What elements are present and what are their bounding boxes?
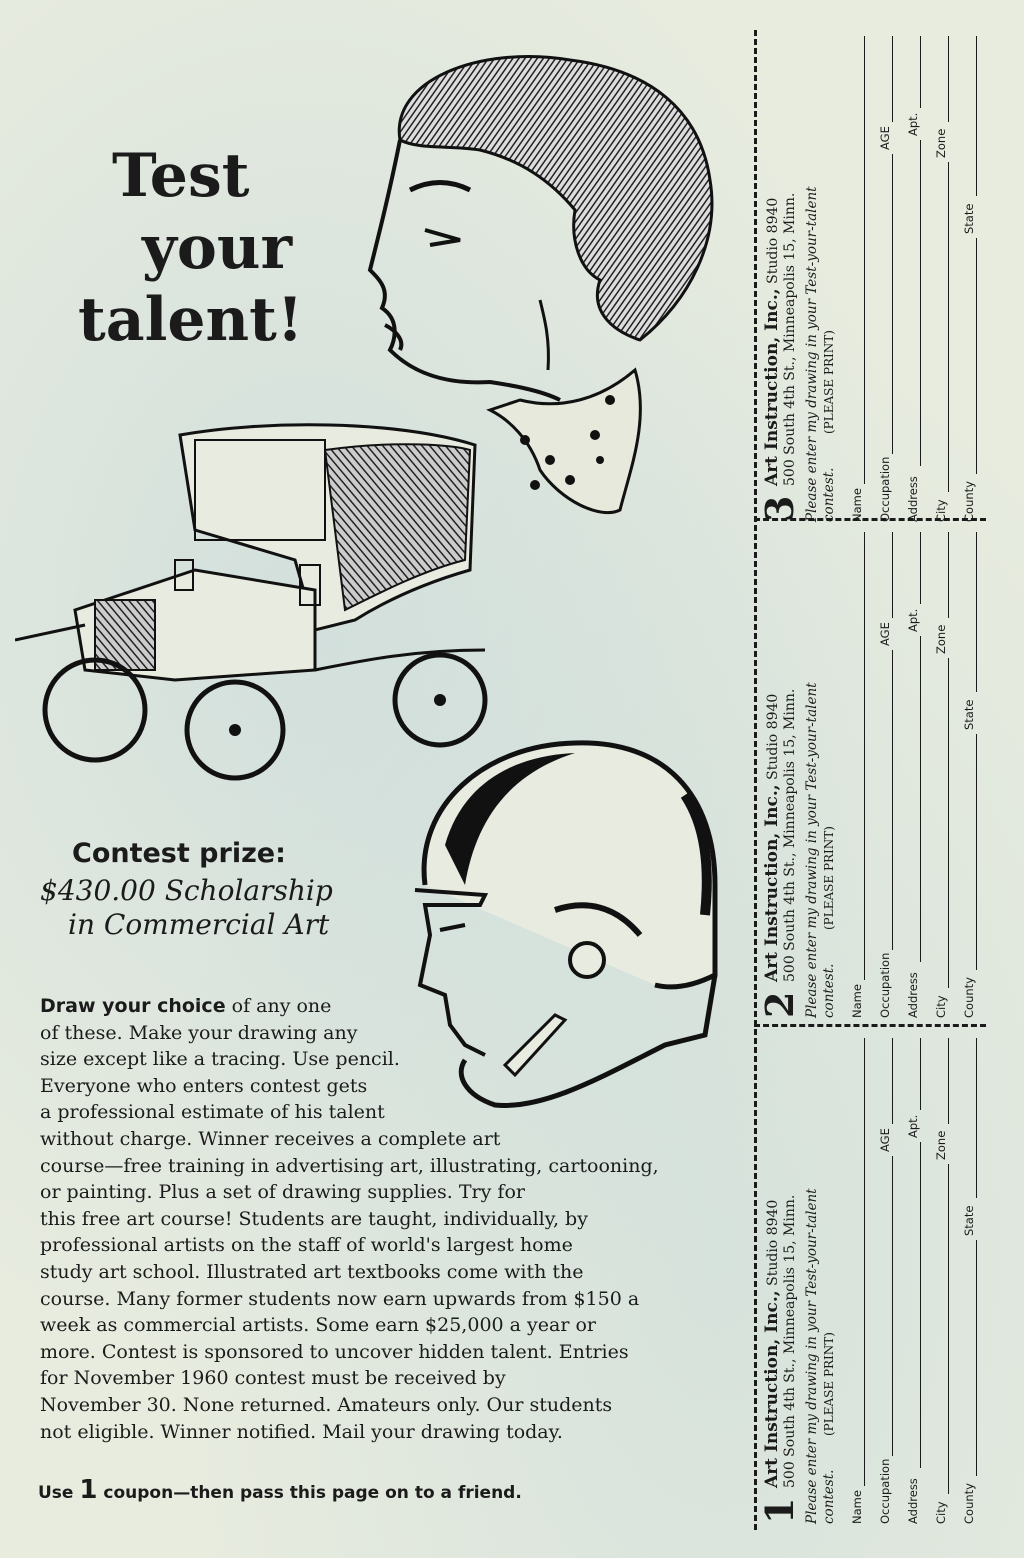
address-label: Address	[906, 1478, 920, 1524]
state-line[interactable]	[976, 1038, 977, 1198]
coupon-content	[757, 32, 990, 522]
name-label: Name	[850, 984, 864, 1018]
zone-line[interactable]	[948, 36, 949, 122]
address-field[interactable]	[902, 32, 924, 522]
body-lead-rest: of any one	[225, 995, 332, 1017]
body-line: without charge. Winner receives a complete art	[40, 1127, 501, 1150]
apt-label: Apt.	[906, 608, 920, 632]
body-line: course. Many former students now earn upwards from $150 a	[40, 1287, 640, 1310]
studio-number: Studio 8940	[765, 693, 781, 785]
county-line[interactable]	[976, 238, 977, 474]
name-line[interactable]	[864, 1038, 865, 1486]
company-name: Art Instruction, Inc.,	[762, 784, 782, 982]
coupon-content	[757, 528, 990, 1018]
coupon-instruction	[38, 1475, 522, 1505]
state-label: State	[962, 203, 976, 234]
occupation-line[interactable]	[892, 154, 893, 454]
contest-description	[40, 993, 730, 1445]
entry-coupon-2[interactable]	[757, 528, 990, 1018]
studio-number: Studio 8940	[765, 197, 781, 289]
city-line[interactable]	[948, 658, 949, 988]
company-name: Art Instruction, Inc.,	[762, 288, 782, 486]
headline-line-1: Test	[112, 141, 250, 211]
county-label: County	[962, 1483, 976, 1524]
body-line: study art school. Illustrated art textbooks come with the	[40, 1260, 584, 1283]
age-line[interactable]	[892, 36, 893, 122]
coupon-separator	[754, 1024, 986, 1027]
zone-line[interactable]	[948, 1038, 949, 1124]
entry-coupon-1[interactable]	[757, 1034, 990, 1524]
state-label: State	[962, 699, 976, 730]
coupon-contest-text: contest.	[821, 467, 837, 522]
county-line[interactable]	[976, 734, 977, 970]
company-name: Art Instruction, Inc.,	[762, 1290, 782, 1488]
name-field[interactable]	[846, 32, 868, 522]
city-line[interactable]	[948, 1164, 949, 1494]
coupon-number: 1	[757, 1497, 802, 1524]
coupon-number: 2	[757, 991, 802, 1018]
address-line[interactable]	[920, 140, 921, 466]
coupon-number: 3	[757, 495, 802, 522]
coupon-contest-text: contest.	[821, 963, 837, 1018]
apt-line[interactable]	[920, 36, 921, 108]
headline-line-3: talent!	[78, 285, 304, 355]
apt-line[interactable]	[920, 1038, 921, 1110]
body-line: week as commercial artists. Some earn $25,000 a year or	[40, 1314, 596, 1337]
city-field[interactable]	[930, 1034, 952, 1524]
apt-line[interactable]	[920, 532, 921, 604]
prize-subject: in Commercial Art	[68, 908, 330, 941]
county-line[interactable]	[976, 1240, 977, 1476]
coupon-address: 500 South 4th St., Minneapolis 15, Minn.	[782, 192, 798, 486]
antique-car-illustration	[15, 410, 505, 790]
county-field[interactable]	[958, 1034, 980, 1524]
zone-label: Zone	[934, 624, 948, 654]
coupon-print-note: (PLEASE PRINT)	[822, 826, 836, 930]
age-line[interactable]	[892, 1038, 893, 1124]
coupon-content	[757, 1034, 990, 1524]
name-label: Name	[850, 1490, 864, 1524]
coupon-address: 500 South 4th St., Minneapolis 15, Minn.	[782, 1194, 798, 1488]
zone-label: Zone	[934, 128, 948, 158]
body-line: or painting. Plus a set of drawing supplies. Try for	[40, 1181, 525, 1204]
address-line[interactable]	[920, 636, 921, 962]
city-label: City	[934, 499, 948, 522]
name-line[interactable]	[864, 36, 865, 484]
address-line[interactable]	[920, 1142, 921, 1468]
apt-label: Apt.	[906, 1114, 920, 1138]
occupation-label: Occupation	[878, 456, 892, 522]
occupation-label: Occupation	[878, 1458, 892, 1524]
occupation-label: Occupation	[878, 952, 892, 1018]
address-label: Address	[906, 476, 920, 522]
coupon-enter-text: Please enter my drawing in your Test-your-talent	[804, 682, 820, 1018]
state-label: State	[962, 1205, 976, 1236]
coupon-company	[762, 198, 782, 486]
body-lead: Draw your choice	[40, 995, 226, 1017]
body-line	[40, 993, 730, 1020]
age-label: AGE	[878, 622, 892, 646]
county-label: County	[962, 977, 976, 1018]
footer-number: 1	[79, 1475, 98, 1505]
prize-heading: Contest prize:	[72, 838, 286, 869]
footer-pre: Use	[38, 1483, 80, 1503]
coupon-print-note: (PLEASE PRINT)	[822, 1332, 836, 1436]
address-field[interactable]	[902, 1034, 924, 1524]
address-label: Address	[906, 972, 920, 1018]
occupation-line[interactable]	[892, 1156, 893, 1456]
occupation-field[interactable]	[874, 32, 896, 522]
coupon-enter-text: Please enter my drawing in your Test-your-talent	[804, 186, 820, 522]
county-field[interactable]	[958, 528, 980, 1018]
address-field[interactable]	[902, 528, 924, 1018]
entry-coupon-3[interactable]	[757, 32, 990, 522]
body-line: November 30. None returned. Amateurs only. Our students	[40, 1393, 613, 1416]
body-line: a professional estimate of his talent	[40, 1101, 385, 1124]
age-line[interactable]	[892, 532, 893, 618]
headline	[70, 140, 330, 356]
city-line[interactable]	[948, 162, 949, 492]
name-line[interactable]	[864, 532, 865, 980]
body-line: more. Contest is sponsored to uncover hidden talent. Entries	[40, 1340, 629, 1363]
coupon-print-note: (PLEASE PRINT)	[822, 330, 836, 434]
zone-label: Zone	[934, 1130, 948, 1160]
city-field[interactable]	[930, 528, 952, 1018]
coupon-cut-line	[754, 30, 757, 1530]
body-line: size except like a tracing. Use pencil.	[40, 1048, 400, 1071]
headline-line-2: your	[142, 213, 293, 283]
body-line: this free art course! Students are taught, individually, by	[40, 1207, 588, 1230]
city-field[interactable]	[930, 32, 952, 522]
coupon-address: 500 South 4th St., Minneapolis 15, Minn.	[782, 688, 798, 982]
coupon-company	[762, 1200, 782, 1488]
prize-amount: $430.00 Scholarship	[40, 874, 333, 907]
body-line: course—free training in advertising art, illustrating, cartooning,	[40, 1154, 659, 1177]
name-field[interactable]	[846, 1034, 868, 1524]
state-line[interactable]	[976, 36, 977, 196]
footer-post: coupon—then pass this page on to a friend.	[97, 1483, 522, 1503]
studio-number: Studio 8940	[765, 1199, 781, 1291]
coupon-enter-text: Please enter my drawing in your Test-your-talent	[804, 1188, 820, 1524]
body-line: professional artists on the staff of world's largest home	[40, 1234, 573, 1257]
age-label: AGE	[878, 126, 892, 150]
county-label: County	[962, 481, 976, 522]
state-line[interactable]	[976, 532, 977, 692]
city-label: City	[934, 1501, 948, 1524]
body-line: of these. Make your drawing any	[40, 1021, 358, 1044]
coupon-company	[762, 694, 782, 982]
body-line: Everyone who enters contest gets	[40, 1074, 368, 1097]
city-label: City	[934, 995, 948, 1018]
body-line: not eligible. Winner notified. Mail your drawing today.	[40, 1420, 563, 1443]
age-label: AGE	[878, 1128, 892, 1152]
county-field[interactable]	[958, 32, 980, 522]
zone-line[interactable]	[948, 532, 949, 618]
occupation-field[interactable]	[874, 1034, 896, 1524]
body-line: for November 1960 contest must be received by	[40, 1367, 506, 1390]
coupon-contest-text: contest.	[821, 1469, 837, 1524]
name-label: Name	[850, 488, 864, 522]
apt-label: Apt.	[906, 112, 920, 136]
occupation-line[interactable]	[892, 650, 893, 950]
name-field[interactable]	[846, 528, 868, 1018]
occupation-field[interactable]	[874, 528, 896, 1018]
